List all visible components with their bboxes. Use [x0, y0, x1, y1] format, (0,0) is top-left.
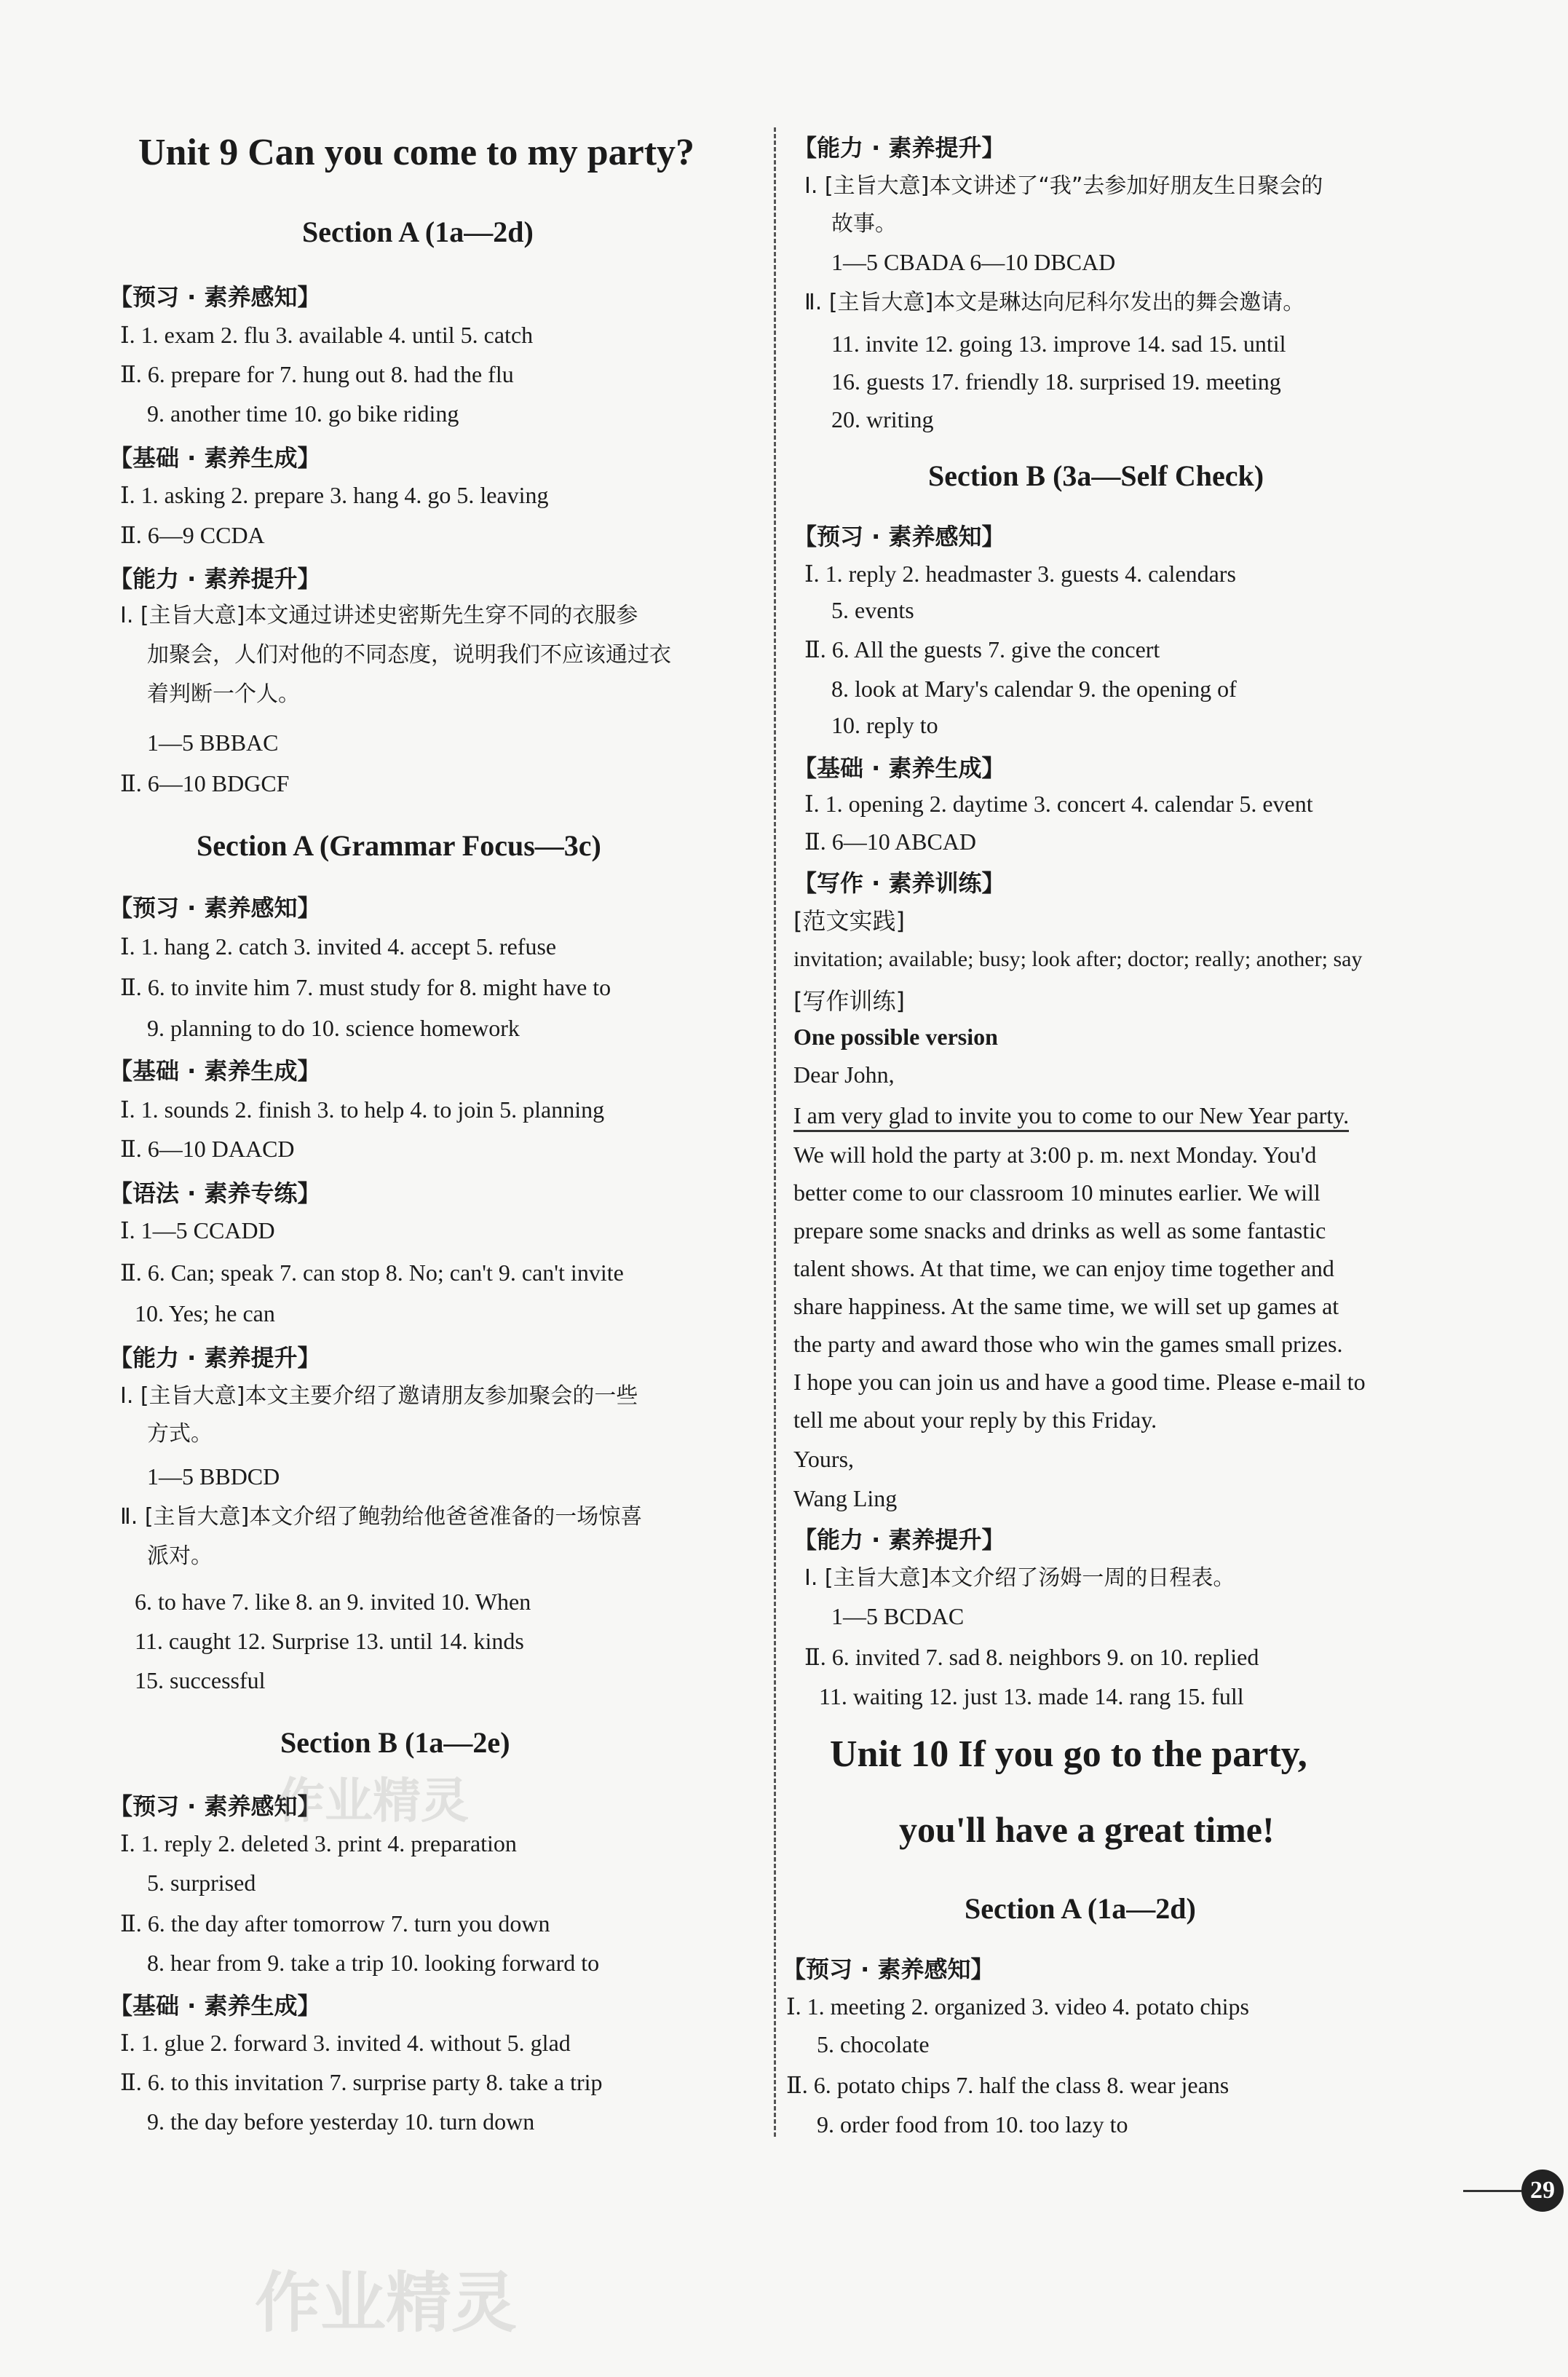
answer-line: Ⅱ. 6. invited 7. sad 8. neighbors 9. on 10. replied — [804, 1644, 1259, 1670]
section-header: 【预习 · 素养感知】 — [109, 283, 321, 311]
essay-line: Yours, — [793, 1446, 855, 1472]
answer-line: 20. writing — [831, 406, 934, 432]
answer-line: Ⅰ. 1. reply 2. headmaster 3. guests 4. calendars — [804, 561, 1236, 587]
answer-line: Ⅱ. 6. potato chips 7. half the class 8. wear jeans — [786, 2072, 1230, 2098]
summary-line: Ⅱ. [主旨大意]本文是琳达向尼科尔发出的舞会邀请。 — [804, 290, 1305, 315]
summary-line: Ⅰ. [主旨大意]本文通过讲述史密斯先生穿不同的衣服参 — [120, 603, 638, 628]
answer-line: Ⅰ. 1. asking 2. prepare 3. hang 4. go 5. leaving — [120, 482, 549, 508]
section-header: 【预习 · 素养感知】 — [109, 894, 321, 922]
essay-line: I hope you can join us and have a good time. Please e-mail to — [793, 1369, 1366, 1395]
section-header: 【能力 · 素养提升】 — [109, 1344, 321, 1372]
answer-line: 5. events — [831, 597, 914, 623]
answer-line: Ⅰ. 1. glue 2. forward 3. invited 4. without 5. glad — [120, 2030, 571, 2056]
answer-line: 5. surprised — [147, 1870, 256, 1896]
answer-line: Ⅱ. 6—10 BDGCF — [120, 770, 290, 796]
section-header: 【能力 · 素养提升】 — [109, 565, 321, 593]
answer-line: 16. guests 17. friendly 18. surprised 19. meeting — [831, 368, 1281, 395]
section-a2-title: Section A (Grammar Focus—3c) — [197, 829, 601, 862]
answer-line: 9. order food from 10. too lazy to — [817, 2111, 1128, 2137]
column-divider — [774, 127, 776, 2137]
subsection-header: [写作训练] — [793, 987, 905, 1015]
summary-line: 派对。 — [147, 1543, 213, 1569]
essay-line: Dear John, — [793, 1061, 895, 1088]
answer-line: Ⅱ. 6—9 CCDA — [120, 522, 265, 548]
answer-line: 11. waiting 12. just 13. made 14. rang 15. full — [819, 1683, 1244, 1709]
section-header: 【预习 · 素养感知】 — [793, 523, 1005, 550]
essay-line: share happiness. At the same time, we will set up games at — [793, 1293, 1339, 1319]
subsection-header: [范文实践] — [793, 907, 905, 935]
answer-line: 1—5 BBDCD — [147, 1463, 280, 1490]
section-header: 【写作 · 素养训练】 — [793, 869, 1005, 897]
answer-line: 9. the day before yesterday 10. turn down — [147, 2108, 535, 2135]
answer-line: 11. caught 12. Surprise 13. until 14. kinds — [135, 1628, 524, 1654]
answer-line: 1—5 CBADA 6—10 DBCAD — [831, 249, 1116, 275]
essay-line-underlined: I am very glad to invite you to come to our New Year party. — [793, 1101, 1349, 1132]
section-header: 【基础 · 素养生成】 — [109, 1992, 321, 2020]
answer-line: 8. look at Mary's calendar 9. the opening of — [831, 676, 1237, 702]
answer-line: 9. another time 10. go bike riding — [147, 400, 459, 427]
section-header: 【能力 · 素养提升】 — [793, 134, 1005, 162]
section-a1-title: Section A (1a—2d) — [302, 215, 534, 248]
section-a3-title: Section A (1a—2d) — [965, 1892, 1196, 1925]
section-b2-title: Section B (3a—Self Check) — [928, 459, 1264, 492]
answer-line: invitation; available; busy; look after; doctor; really; another; say — [793, 947, 1363, 971]
summary-line: 方式。 — [147, 1421, 213, 1447]
page-number: 29 — [1521, 2170, 1564, 2212]
section-b1-title: Section B (1a—2e) — [280, 1726, 510, 1759]
answer-line: 1—5 BCDAC — [831, 1603, 965, 1629]
answer-line: 10. reply to — [831, 712, 938, 738]
summary-line: 故事。 — [831, 211, 897, 237]
summary-line: Ⅰ. [主旨大意]本文主要介绍了邀请朋友参加聚会的一些 — [120, 1383, 638, 1409]
answer-line: Ⅰ. 1—5 CCADD — [120, 1217, 275, 1243]
answer-line: Ⅱ. 6. the day after tomorrow 7. turn you down — [120, 1910, 550, 1937]
unit10-title-line1: Unit 10 If you go to the party, — [830, 1733, 1307, 1775]
answer-line: Ⅰ. 1. reply 2. deleted 3. print 4. preparation — [120, 1830, 517, 1856]
summary-line: Ⅰ. [主旨大意]本文讲述了“我”去参加好朋友生日聚会的 — [804, 173, 1323, 199]
answer-line: 15. successful — [135, 1667, 266, 1693]
answer-line: Ⅰ. 1. opening 2. daytime 3. concert 4. calendar 5. event — [804, 791, 1313, 817]
essay-line: prepare some snacks and drinks as well as some fantastic — [793, 1217, 1326, 1243]
answer-line: 11. invite 12. going 13. improve 14. sad 15. until — [831, 331, 1286, 357]
unit10-title-line2: you'll have a great time! — [899, 1809, 1275, 1850]
page-number-rule — [1463, 2190, 1521, 2192]
answer-line: Ⅰ. 1. meeting 2. organized 3. video 4. potato chips — [786, 1993, 1249, 2020]
essay-line: better come to our classroom 10 minutes earlier. We will — [793, 1179, 1320, 1206]
section-header: 【能力 · 素养提升】 — [793, 1526, 1005, 1554]
answer-line: Ⅰ. 1. sounds 2. finish 3. to help 4. to join 5. planning — [120, 1096, 605, 1123]
essay-line: talent shows. At that time, we can enjoy time together and — [793, 1255, 1334, 1281]
essay-line: tell me about your reply by this Friday. — [793, 1407, 1157, 1433]
summary-line: 着判断一个人。 — [147, 681, 300, 707]
section-header: 【基础 · 素养生成】 — [109, 1057, 321, 1085]
answer-line: 10. Yes; he can — [135, 1300, 275, 1326]
unit9-title: Unit 9 Can you come to my party? — [138, 132, 695, 173]
answer-line: Ⅱ. 6. to invite him 7. must study for 8. might have to — [120, 974, 611, 1000]
section-header: 【预习 · 素养感知】 — [109, 1792, 321, 1820]
answer-line: 1—5 BBBAC — [147, 729, 279, 756]
section-header: 【语法 · 素养专练】 — [109, 1179, 321, 1207]
summary-line: Ⅱ. [主旨大意]本文介绍了鲍勃给他爸爸准备的一场惊喜 — [120, 1504, 643, 1530]
answer-line: Ⅰ. 1. exam 2. flu 3. available 4. until 5. catch — [120, 322, 534, 348]
answer-line: Ⅱ. 6. All the guests 7. give the concert — [804, 636, 1160, 663]
answer-line: Ⅱ. 6. Can; speak 7. can stop 8. No; can't 9. can't invite — [120, 1259, 624, 1286]
summary-line: Ⅰ. [主旨大意]本文介绍了汤姆一周的日程表。 — [804, 1565, 1235, 1591]
watermark: 作业精灵 — [255, 2265, 517, 2341]
answer-line: Ⅱ. 6. to this invitation 7. surprise party 8. take a trip — [120, 2069, 603, 2095]
answer-line: Ⅱ. 6—10 ABCAD — [804, 828, 976, 855]
answer-line: Ⅱ. 6. prepare for 7. hung out 8. had the flu — [120, 361, 514, 387]
watermark: 作业精灵 — [277, 1773, 469, 1829]
answer-line: Ⅱ. 6—10 DAACD — [120, 1136, 295, 1162]
summary-line: 加聚会，人们对他的不同态度，说明我们不应该通过衣 — [147, 642, 671, 668]
essay-label: One possible version — [793, 1024, 998, 1050]
essay-line: We will hold the party at 3:00 p. m. next Monday. You'd — [793, 1142, 1317, 1168]
answer-line: 6. to have 7. like 8. an 9. invited 10. When — [135, 1589, 531, 1615]
answer-line: Ⅰ. 1. hang 2. catch 3. invited 4. accept 5. refuse — [120, 933, 557, 960]
section-header: 【预习 · 素养感知】 — [783, 1955, 994, 1983]
essay-line: the party and award those who win the games small prizes. — [793, 1331, 1343, 1357]
answer-line: 9. planning to do 10. science homework — [147, 1015, 520, 1041]
section-header: 【基础 · 素养生成】 — [793, 754, 1005, 782]
essay-line: Wang Ling — [793, 1485, 898, 1511]
answer-line: 8. hear from 9. take a trip 10. looking forward to — [147, 1950, 600, 1976]
answer-line: 5. chocolate — [817, 2031, 930, 2057]
section-header: 【基础 · 素养生成】 — [109, 444, 321, 472]
